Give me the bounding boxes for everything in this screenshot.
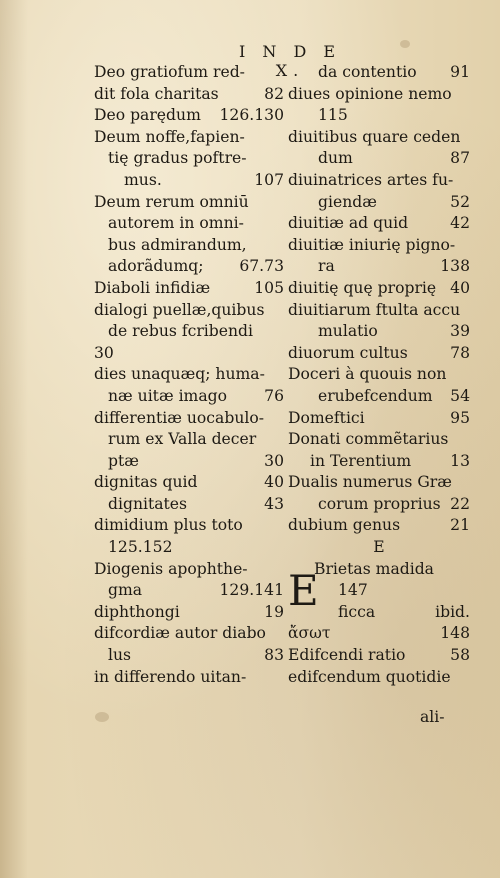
index-entry: [288, 515, 470, 537]
entry-text: diuitiæ ad quid: [288, 214, 409, 233]
index-entry: [94, 645, 284, 667]
index-entry: [288, 472, 470, 494]
index-entry: [288, 645, 470, 667]
entry-text: gma: [108, 581, 143, 600]
index-entry: [94, 235, 284, 257]
index-entry: [94, 321, 284, 343]
entry-page-number: 13: [450, 451, 470, 470]
entry-text: lus: [108, 646, 132, 665]
index-entry: [94, 256, 284, 278]
entry-page-number: 148: [440, 624, 470, 643]
entry-page-number: 91: [450, 63, 470, 81]
index-entry: [288, 170, 470, 192]
entry-text: in Terentium: [310, 451, 412, 470]
index-entry: [288, 667, 470, 689]
entry-text: dialogi puellæ,quibus: [94, 300, 265, 319]
index-entry: [94, 84, 284, 106]
index-entry: [288, 105, 470, 127]
index-entry: [288, 364, 470, 386]
entry-text: da contentio: [318, 63, 417, 81]
entry-text: ra: [318, 257, 335, 276]
index-entry: [94, 472, 284, 494]
entry-text: dignitas quid: [94, 473, 198, 492]
index-entry: [288, 321, 470, 343]
entry-text: Donati commẽtarius: [288, 430, 449, 449]
index-entry: [94, 213, 284, 235]
entry-text: dies unaquæq; huma-: [94, 365, 265, 384]
entry-page-number: 78: [450, 343, 470, 362]
running-header: I N D E X.: [238, 42, 342, 80]
entry-page-number: 76: [264, 386, 284, 405]
entry-text: dimidium plus toto: [94, 516, 243, 535]
left-column: [94, 62, 284, 688]
entry-text: Dualis numerus Græ: [288, 473, 452, 492]
entry-page-number: 58: [450, 646, 470, 665]
entry-page-number: 42: [450, 214, 470, 233]
entry-text: differentiæ uocabulo-: [94, 408, 265, 427]
index-entry: [288, 494, 470, 516]
index-entry: [94, 602, 284, 624]
index-entry: [94, 537, 284, 559]
entry-text: Domeftici: [288, 408, 365, 427]
index-entry: [94, 559, 284, 581]
index-entry: [94, 667, 284, 689]
entry-page-number: 43: [264, 494, 284, 513]
entry-text: Deo parędum: [94, 106, 201, 125]
entry-text: ἄσωτ: [288, 624, 331, 643]
index-entry: [94, 408, 284, 430]
entry-text: Diaboli infidiæ: [94, 278, 211, 297]
index-entry: [94, 343, 284, 365]
entry-text: ptæ: [108, 451, 139, 470]
entry-page-number: 40: [264, 473, 284, 492]
entry-text: 147: [338, 581, 368, 600]
entry-text: 125.152: [108, 538, 173, 557]
index-entry: [94, 364, 284, 386]
entry-page-number: 126.130: [219, 106, 284, 125]
catchword: ali-: [420, 708, 445, 726]
paper-stain: [95, 712, 109, 722]
index-entry: [94, 580, 284, 602]
entry-page-number: 22: [450, 494, 470, 513]
index-entry: [94, 170, 284, 192]
entry-text: diuitibus quare ceden: [288, 127, 461, 146]
entry-text: corum proprius: [318, 494, 441, 513]
entry-page-number: 54: [450, 386, 470, 405]
index-entry: [288, 386, 470, 408]
entry-text: adorãdumq;: [108, 257, 204, 276]
index-entry: [94, 300, 284, 322]
entry-text: Deum noffe,fapien-: [94, 127, 245, 146]
entry-page-number: 105: [254, 278, 284, 297]
index-entry: [94, 278, 284, 300]
index-entry: [94, 105, 284, 127]
index-entry: [94, 429, 284, 451]
entry-text: diphthongi: [94, 602, 180, 621]
entry-text: rum ex Valla decer: [108, 430, 257, 449]
entry-text: de rebus fcribendi: [108, 322, 254, 341]
paper-stain: [400, 40, 410, 48]
index-entry: [94, 494, 284, 516]
index-entry: [288, 451, 470, 473]
entry-text: Diogenis apophthe-: [94, 559, 248, 578]
index-entry: [288, 127, 470, 149]
entry-text: mus.: [124, 170, 162, 189]
index-entry: [288, 213, 470, 235]
entry-text: dignitates: [108, 494, 188, 513]
entry-text: autorem in omni-: [108, 214, 244, 233]
index-entry: [94, 127, 284, 149]
entry-text: diuinatrices artes fu-: [288, 170, 454, 189]
entry-page-number: 138: [440, 257, 470, 276]
entry-text: edifcendum quotidie: [288, 667, 451, 686]
entry-page-number: 39: [450, 322, 470, 341]
entry-text: diuitiæ iniurię pigno-: [288, 235, 456, 254]
index-entry: [94, 451, 284, 473]
index-entry: [288, 84, 470, 106]
section-letter: E: [288, 566, 319, 615]
entry-text: diuorum cultus: [288, 343, 408, 362]
entry-page-number: 87: [450, 149, 470, 168]
index-entry: [94, 386, 284, 408]
entry-text: Brietas madida: [314, 559, 434, 578]
entry-page-number: 107: [254, 170, 284, 189]
entry-page-number: 30: [264, 451, 284, 470]
entry-text: difcordiæ autor diabo: [94, 624, 266, 643]
index-entry: [94, 148, 284, 170]
entry-text: ficca: [338, 602, 376, 621]
entry-text: bus admirandum,: [108, 235, 247, 254]
index-entry: [288, 278, 470, 300]
entry-text: Doceri à quouis non: [288, 365, 447, 384]
index-entry: [288, 62, 470, 84]
entry-page-number: 19: [264, 602, 284, 621]
entry-text: mulatio: [318, 322, 378, 341]
entry-text: giendæ: [318, 192, 377, 211]
entry-text: dubium genus: [288, 516, 401, 535]
entry-text: tię gradus poftre-: [108, 149, 247, 168]
index-entry: [94, 62, 284, 84]
entry-text: Deo gratiofum red-: [94, 63, 245, 81]
index-entry: [94, 623, 284, 645]
entry-text: dum: [318, 149, 353, 168]
entry-text: diues opinione nemo: [288, 84, 452, 103]
index-entry: [288, 343, 470, 365]
index-entry: [288, 623, 470, 645]
index-entry: [288, 256, 470, 278]
index-entry: [288, 148, 470, 170]
entry-text: dit fola charitas: [94, 84, 219, 103]
entry-page-number: ibid.: [435, 602, 470, 621]
entry-text: E: [373, 538, 385, 557]
entry-page-number: 40: [450, 278, 470, 297]
entry-page-number: 83: [264, 646, 284, 665]
entry-text: næ uitæ imago: [108, 386, 228, 405]
index-entry: [288, 192, 470, 214]
index-entry: [288, 300, 470, 322]
entry-page-number: 129.141: [219, 581, 284, 600]
entry-text: 30: [94, 343, 114, 362]
entry-text: in differendo uitan-: [94, 667, 247, 686]
entry-text: erubefcendum: [318, 386, 433, 405]
entry-text: diuitię quę proprię: [288, 278, 437, 297]
entry-text: 115: [318, 106, 348, 125]
entry-page-number: 82: [264, 84, 284, 103]
index-entry: [288, 429, 470, 451]
index-entry: [288, 537, 470, 559]
index-entry: [288, 408, 470, 430]
entry-text: Edifcendi ratio: [288, 646, 406, 665]
entry-page-number: 95: [450, 408, 470, 427]
index-entry: [288, 235, 470, 257]
entry-text: Deum rerum omniū: [94, 192, 249, 211]
entry-page-number: 52: [450, 192, 470, 211]
entry-text: diuitiarum ftulta accu: [288, 300, 461, 319]
index-entry: [94, 192, 284, 214]
index-entry: [94, 515, 284, 537]
entry-page-number: 21: [450, 516, 470, 535]
entry-page-number: 67.73: [239, 257, 284, 276]
